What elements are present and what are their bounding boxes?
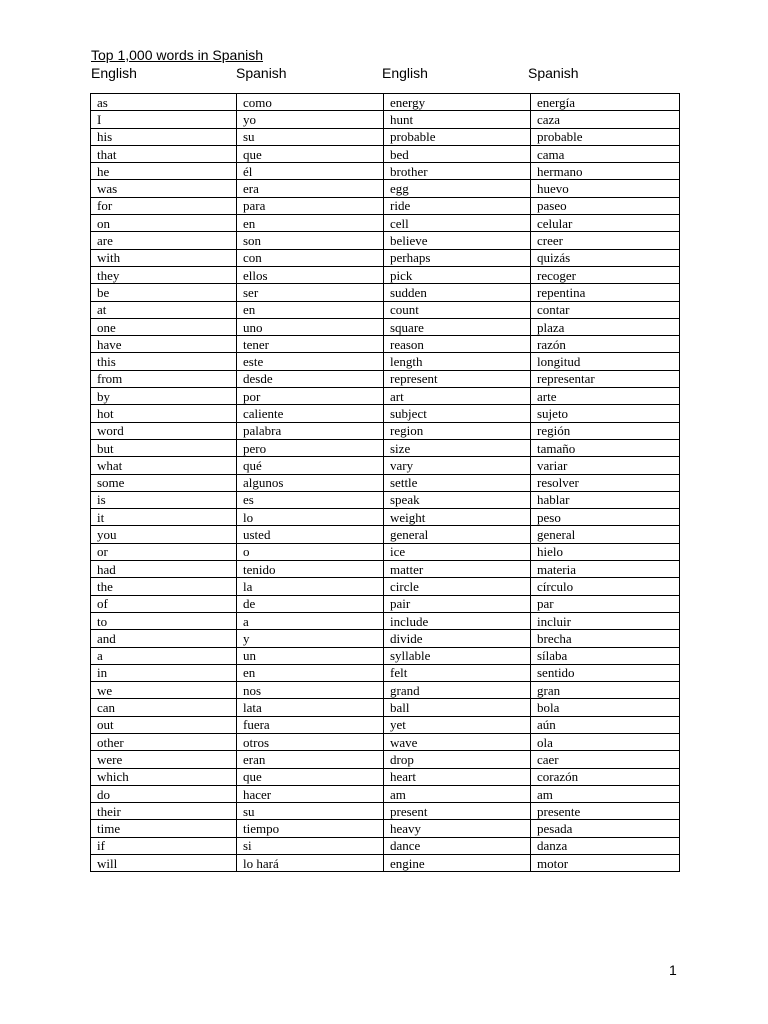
table-row [91, 682, 680, 699]
spanish-word-cell: caer [531, 751, 680, 768]
spanish-word-cell: nos [237, 682, 384, 699]
spanish-word-cell: palabra [237, 422, 384, 439]
english-word-cell: we [91, 682, 237, 699]
english-word-cell: will [91, 855, 237, 872]
spanish-word-cell: ser [237, 284, 384, 301]
english-word-cell: weight [384, 509, 531, 526]
spanish-word-cell: pesada [531, 820, 680, 837]
english-word-cell: dance [384, 837, 531, 854]
spanish-word-cell: quizás [531, 249, 680, 266]
spanish-word-cell: peso [531, 509, 680, 526]
english-word-cell: ride [384, 197, 531, 214]
english-word-cell: his [91, 128, 237, 145]
english-word-cell: length [384, 353, 531, 370]
table-row [91, 388, 680, 405]
spanish-word-cell: bola [531, 699, 680, 716]
spanish-word-cell: en [237, 301, 384, 318]
english-word-cell: divide [384, 630, 531, 647]
vocabulary-table-body [91, 94, 680, 872]
english-word-cell: am [384, 785, 531, 802]
spanish-word-cell: sílaba [531, 647, 680, 664]
table-row [91, 578, 680, 595]
spanish-word-cell: círculo [531, 578, 680, 595]
spanish-word-cell: plaza [531, 318, 680, 335]
english-word-cell: some [91, 474, 237, 491]
english-word-cell: that [91, 145, 237, 162]
english-word-cell: heavy [384, 820, 531, 837]
spanish-word-cell: motor [531, 855, 680, 872]
spanish-word-cell: razón [531, 336, 680, 353]
spanish-word-cell: tener [237, 336, 384, 353]
english-word-cell: other [91, 733, 237, 750]
table-row [91, 111, 680, 128]
english-word-cell: their [91, 803, 237, 820]
spanish-word-cell: qué [237, 457, 384, 474]
english-word-cell: it [91, 509, 237, 526]
english-word-cell: hot [91, 405, 237, 422]
spanish-word-cell: ellos [237, 266, 384, 283]
english-word-cell: yet [384, 716, 531, 733]
spanish-word-cell: energía [531, 94, 680, 111]
column-header-spanish-1: Spanish [236, 65, 287, 81]
table-row [91, 128, 680, 145]
column-header-spanish-2: Spanish [528, 65, 579, 81]
english-word-cell: I [91, 111, 237, 128]
spanish-word-cell: son [237, 232, 384, 249]
spanish-word-cell: para [237, 197, 384, 214]
english-word-cell: settle [384, 474, 531, 491]
table-row [91, 820, 680, 837]
spanish-word-cell: uno [237, 318, 384, 335]
english-word-cell: what [91, 457, 237, 474]
english-word-cell: subject [384, 405, 531, 422]
english-word-cell: the [91, 578, 237, 595]
table-row [91, 405, 680, 422]
table-row [91, 855, 680, 872]
table-row [91, 630, 680, 647]
spanish-word-cell: creer [531, 232, 680, 249]
table-row [91, 266, 680, 283]
table-row [91, 249, 680, 266]
spanish-word-cell: repentina [531, 284, 680, 301]
spanish-word-cell: en [237, 664, 384, 681]
spanish-word-cell: que [237, 768, 384, 785]
spanish-word-cell: danza [531, 837, 680, 854]
english-word-cell: and [91, 630, 237, 647]
table-row [91, 215, 680, 232]
english-word-cell: a [91, 647, 237, 664]
english-word-cell: are [91, 232, 237, 249]
spanish-word-cell: yo [237, 111, 384, 128]
english-word-cell: present [384, 803, 531, 820]
spanish-word-cell: lata [237, 699, 384, 716]
spanish-word-cell: la [237, 578, 384, 595]
english-word-cell: to [91, 612, 237, 629]
spanish-word-cell: este [237, 353, 384, 370]
spanish-word-cell: tamaño [531, 439, 680, 456]
english-word-cell: pick [384, 266, 531, 283]
vocabulary-table [90, 93, 680, 872]
english-word-cell: he [91, 163, 237, 180]
english-word-cell: wave [384, 733, 531, 750]
spanish-word-cell: arte [531, 388, 680, 405]
english-word-cell: were [91, 751, 237, 768]
english-word-cell: with [91, 249, 237, 266]
table-row [91, 232, 680, 249]
spanish-word-cell: cama [531, 145, 680, 162]
spanish-word-cell: variar [531, 457, 680, 474]
spanish-word-cell: algunos [237, 474, 384, 491]
english-word-cell: energy [384, 94, 531, 111]
spanish-word-cell: lo hará [237, 855, 384, 872]
spanish-word-cell: un [237, 647, 384, 664]
spanish-word-cell: él [237, 163, 384, 180]
english-word-cell: ice [384, 543, 531, 560]
spanish-word-cell: probable [531, 128, 680, 145]
table-row [91, 785, 680, 802]
table-row [91, 439, 680, 456]
spanish-word-cell: y [237, 630, 384, 647]
english-word-cell: be [91, 284, 237, 301]
english-word-cell: for [91, 197, 237, 214]
spanish-word-cell: otros [237, 733, 384, 750]
english-word-cell: felt [384, 664, 531, 681]
spanish-word-cell: sentido [531, 664, 680, 681]
table-row [91, 284, 680, 301]
spanish-word-cell: hacer [237, 785, 384, 802]
table-row [91, 491, 680, 508]
english-word-cell: believe [384, 232, 531, 249]
table-row [91, 145, 680, 162]
table-row [91, 94, 680, 111]
english-word-cell: bed [384, 145, 531, 162]
table-row [91, 837, 680, 854]
english-word-cell: vary [384, 457, 531, 474]
spanish-word-cell: como [237, 94, 384, 111]
english-word-cell: by [91, 388, 237, 405]
table-row [91, 803, 680, 820]
english-word-cell: out [91, 716, 237, 733]
table-row [91, 336, 680, 353]
english-word-cell: time [91, 820, 237, 837]
table-row [91, 733, 680, 750]
english-word-cell: art [384, 388, 531, 405]
spanish-word-cell: lo [237, 509, 384, 526]
spanish-word-cell: hielo [531, 543, 680, 560]
spanish-word-cell: eran [237, 751, 384, 768]
spanish-word-cell: ola [531, 733, 680, 750]
table-row [91, 197, 680, 214]
english-word-cell: is [91, 491, 237, 508]
spanish-word-cell: o [237, 543, 384, 560]
table-row [91, 163, 680, 180]
spanish-word-cell: es [237, 491, 384, 508]
english-word-cell: grand [384, 682, 531, 699]
spanish-word-cell: par [531, 595, 680, 612]
table-row [91, 422, 680, 439]
spanish-word-cell: presente [531, 803, 680, 820]
spanish-word-cell: fuera [237, 716, 384, 733]
english-word-cell: represent [384, 370, 531, 387]
english-word-cell: or [91, 543, 237, 560]
column-header-english-1: English [91, 65, 137, 81]
table-row [91, 543, 680, 560]
spanish-word-cell: huevo [531, 180, 680, 197]
table-row [91, 716, 680, 733]
english-word-cell: pair [384, 595, 531, 612]
spanish-word-cell: longitud [531, 353, 680, 370]
english-word-cell: general [384, 526, 531, 543]
page-title: Top 1,000 words in Spanish [91, 47, 263, 63]
english-word-cell: perhaps [384, 249, 531, 266]
english-word-cell: circle [384, 578, 531, 595]
table-row [91, 474, 680, 491]
english-word-cell: was [91, 180, 237, 197]
english-word-cell: engine [384, 855, 531, 872]
spanish-word-cell: si [237, 837, 384, 854]
english-word-cell: speak [384, 491, 531, 508]
table-row [91, 526, 680, 543]
spanish-word-cell: sujeto [531, 405, 680, 422]
table-row [91, 180, 680, 197]
english-word-cell: in [91, 664, 237, 681]
table-row [91, 612, 680, 629]
table-row [91, 664, 680, 681]
table-row [91, 318, 680, 335]
spanish-word-cell: región [531, 422, 680, 439]
spanish-word-cell: con [237, 249, 384, 266]
english-word-cell: syllable [384, 647, 531, 664]
spanish-word-cell: era [237, 180, 384, 197]
english-word-cell: can [91, 699, 237, 716]
english-word-cell: they [91, 266, 237, 283]
english-word-cell: if [91, 837, 237, 854]
english-word-cell: ball [384, 699, 531, 716]
spanish-word-cell: corazón [531, 768, 680, 785]
english-word-cell: from [91, 370, 237, 387]
spanish-word-cell: pero [237, 439, 384, 456]
spanish-word-cell: a [237, 612, 384, 629]
spanish-word-cell: materia [531, 561, 680, 578]
spanish-word-cell: caliente [237, 405, 384, 422]
english-word-cell: but [91, 439, 237, 456]
page-number: 1 [669, 962, 677, 978]
english-word-cell: of [91, 595, 237, 612]
english-word-cell: square [384, 318, 531, 335]
table-row [91, 751, 680, 768]
spanish-word-cell: caza [531, 111, 680, 128]
english-word-cell: at [91, 301, 237, 318]
english-word-cell: you [91, 526, 237, 543]
english-word-cell: reason [384, 336, 531, 353]
english-word-cell: hunt [384, 111, 531, 128]
spanish-word-cell: aún [531, 716, 680, 733]
table-row [91, 595, 680, 612]
table-row [91, 301, 680, 318]
spanish-word-cell: recoger [531, 266, 680, 283]
table-row [91, 370, 680, 387]
english-word-cell: matter [384, 561, 531, 578]
english-word-cell: region [384, 422, 531, 439]
english-word-cell: heart [384, 768, 531, 785]
english-word-cell: brother [384, 163, 531, 180]
spanish-word-cell: general [531, 526, 680, 543]
english-word-cell: which [91, 768, 237, 785]
table-row [91, 561, 680, 578]
spanish-word-cell: incluir [531, 612, 680, 629]
spanish-word-cell: su [237, 128, 384, 145]
english-word-cell: this [91, 353, 237, 370]
english-word-cell: have [91, 336, 237, 353]
english-word-cell: drop [384, 751, 531, 768]
spanish-word-cell: hablar [531, 491, 680, 508]
english-word-cell: one [91, 318, 237, 335]
english-word-cell: cell [384, 215, 531, 232]
table-row [91, 647, 680, 664]
spanish-word-cell: hermano [531, 163, 680, 180]
spanish-word-cell: que [237, 145, 384, 162]
english-word-cell: as [91, 94, 237, 111]
english-word-cell: had [91, 561, 237, 578]
english-word-cell: word [91, 422, 237, 439]
spanish-word-cell: su [237, 803, 384, 820]
spanish-word-cell: de [237, 595, 384, 612]
english-word-cell: probable [384, 128, 531, 145]
spanish-word-cell: celular [531, 215, 680, 232]
table-row [91, 768, 680, 785]
table-row [91, 699, 680, 716]
english-word-cell: count [384, 301, 531, 318]
english-word-cell: sudden [384, 284, 531, 301]
spanish-word-cell: contar [531, 301, 680, 318]
spanish-word-cell: usted [237, 526, 384, 543]
english-word-cell: on [91, 215, 237, 232]
column-header-english-2: English [382, 65, 428, 81]
spanish-word-cell: desde [237, 370, 384, 387]
spanish-word-cell: tenido [237, 561, 384, 578]
spanish-word-cell: gran [531, 682, 680, 699]
spanish-word-cell: brecha [531, 630, 680, 647]
spanish-word-cell: resolver [531, 474, 680, 491]
table-row [91, 353, 680, 370]
english-word-cell: egg [384, 180, 531, 197]
spanish-word-cell: en [237, 215, 384, 232]
spanish-word-cell: representar [531, 370, 680, 387]
spanish-word-cell: paseo [531, 197, 680, 214]
table-row [91, 457, 680, 474]
english-word-cell: include [384, 612, 531, 629]
spanish-word-cell: am [531, 785, 680, 802]
english-word-cell: size [384, 439, 531, 456]
spanish-word-cell: tiempo [237, 820, 384, 837]
table-row [91, 509, 680, 526]
spanish-word-cell: por [237, 388, 384, 405]
english-word-cell: do [91, 785, 237, 802]
